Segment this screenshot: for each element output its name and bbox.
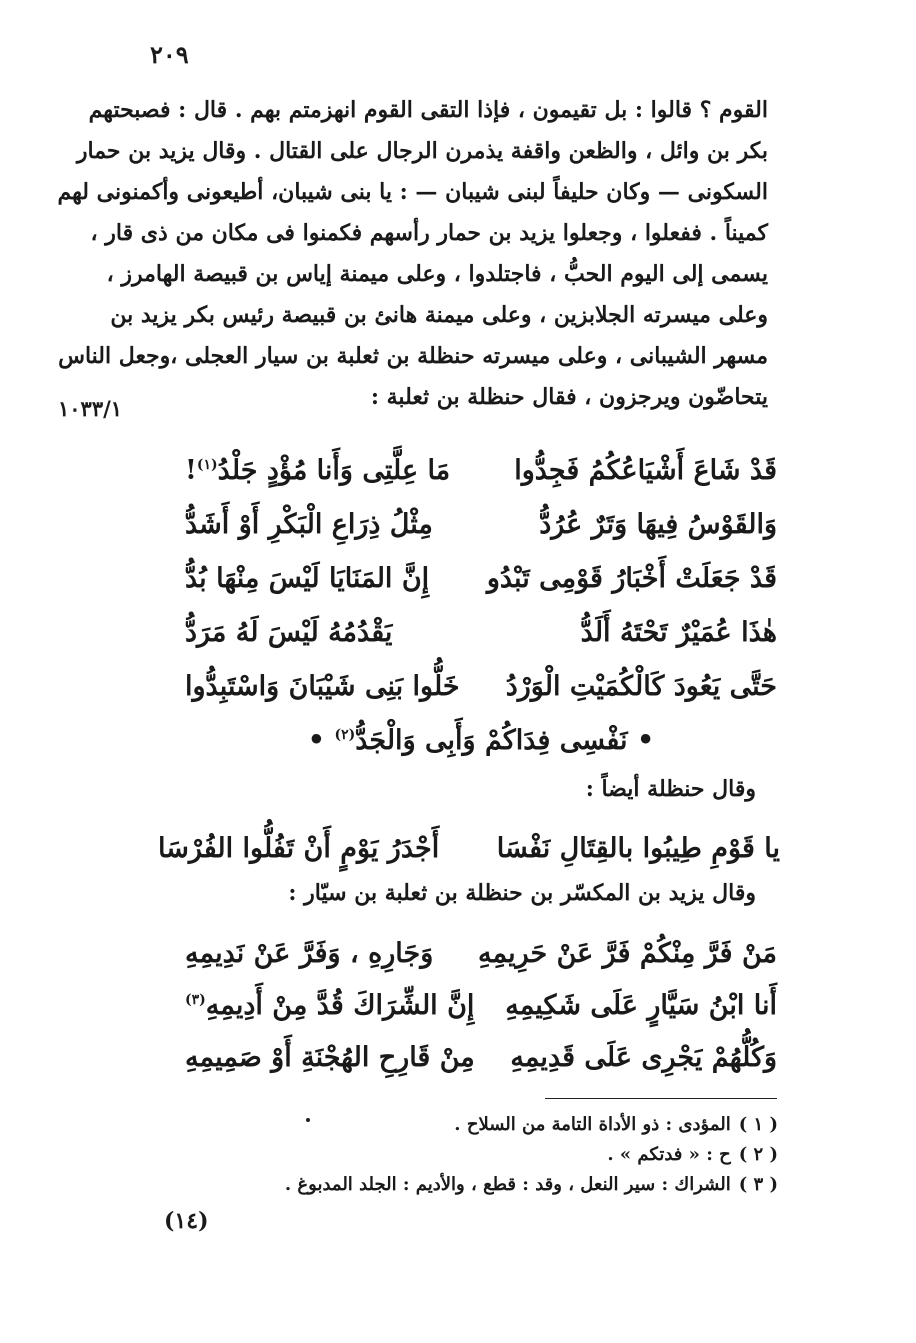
verse-intro: وقال يزيد بن المكسّر بن حنظلة بن ثعلبة بن سيّار : <box>288 880 756 906</box>
footnote <box>285 1110 778 1140</box>
footnote-number: ( ٢ ) <box>738 1144 778 1165</box>
footnote-marker[interactable]: (١) <box>196 457 218 473</box>
footnote-number: ( ١ ) <box>738 1114 778 1135</box>
prose-line: بكر بن وائل ، والظعن واقفة يذمرن الرجال على القتال . وقال يزيد بن حمار <box>76 138 768 164</box>
verse-first-hemistich: وَكُلُّهُمْ يَجْرِى عَلَى قَدِيمِهِ <box>510 1042 777 1073</box>
verse-first-hemistich: قَدْ شَاعَ أَشْيَاعُكُمُ فَجِدُّوا <box>514 455 777 486</box>
verse-second-hemistich: خَلُّوا بَنِى شَيْبَانَ وَاسْتَبِدُّوا <box>185 671 460 702</box>
verse-second-hemistich: إِنَّ المَنَايَا لَيْسَ مِنْهَا بُدُّ <box>185 563 430 594</box>
footnote <box>285 1140 778 1170</box>
verse-line <box>185 606 777 660</box>
prose-line: السكونى — وكان حليفاً لبنى شيبان — : يا بنى شيبان، أطيعونى وأكمنونى لهم <box>57 179 768 205</box>
footnote-number: ( ٣ ) <box>738 1174 778 1195</box>
verse-first-hemistich: مَنْ فَرَّ مِنْكُمْ فَرَّ عَنْ حَرِيمِهِ <box>478 938 777 969</box>
footnotes <box>285 1110 778 1200</box>
verse-first-hemistich: هٰذَا عُمَيْرٌ تَحْتَهُ أَلَدُّ <box>580 617 777 648</box>
verse-mark: ! <box>185 455 197 486</box>
verse-second-hemistich: مِثْلُ ذِرَاعِ الْبَكْرِ أَوْ أَشَدُّ <box>185 509 433 540</box>
prose-line: مسهر الشيبانى ، وعلى ميسرته حنظلة بن ثعلبة بن سيار العجلى ،وجعل الناس <box>58 343 768 369</box>
footnote-text: الشراك : سير النعل ، وقد : قطع ، والأديم : الجلد المدبوغ . <box>284 1174 731 1195</box>
verse-line <box>185 498 777 552</box>
verse-second-hemistich: يَقْدُمُهُ لَيْسَ لَهُ مَرَدُّ <box>185 617 393 648</box>
poem-hanzala-2 <box>158 822 780 876</box>
verse-first-hemistich: وَالقَوْسُ فِيهَا وَتَرٌ عُرُدُّ <box>539 509 777 540</box>
verse-line <box>185 660 777 714</box>
verse-first-hemistich: أَنا ابْنُ سَيَّارٍ عَلَى شَكِيمِهِ <box>505 990 777 1021</box>
footnote-text: المؤدى : ذو الأداة التامة من السلاح . <box>454 1114 731 1135</box>
prose-line: يسمى إلى اليوم الحبُّ ، فاجتلدوا ، وعلى ميمنة إياس بن قبيصة الهامرز ، <box>106 261 768 287</box>
verse-line <box>185 980 777 1032</box>
verse-second-hemistich: وَجَارِهِ ، وَفَرَّ عَنْ نَدِيمِهِ <box>185 938 434 969</box>
verse-line <box>185 552 777 606</box>
footnote-text: ح : « فدتكم » . <box>607 1144 731 1165</box>
verse-line <box>185 1032 777 1084</box>
verse-line <box>185 444 777 498</box>
footnote-marker[interactable]: (٣) <box>185 992 206 1008</box>
verse-first-hemistich: قَدْ جَعَلَتْ أَخْبَارُ قَوْمِى تَبْدُو <box>486 563 777 594</box>
prose-line: يتحاضّون ويرجزون ، فقال حنظلة بن ثعلبة : <box>370 384 768 410</box>
verse-second-hemistich: إِنَّ الشِّرَاكَ قُدَّ مِنْ أَدِيمِهِ$^{(٣)}$ <box>185 990 475 1021</box>
footnote-marker[interactable]: (٢) <box>334 727 356 743</box>
verse-second-hemistich: مِنْ قَارِحِ الهُجْنَةِ أَوْ صَمِيمِهِ <box>185 1042 475 1073</box>
sheet-number: (١٤) <box>164 1208 209 1234</box>
prose-line: القوم ؟ قالوا : بل تقيمون ، فإذا التقى القوم انهزمتم بهم . قال : فصبحتهم <box>88 97 768 123</box>
prose-line: وعلى ميسرته الجلابزين ، وعلى ميمنة هانئ بن قبيصة رئيس بكر يزيد بن <box>110 302 768 328</box>
verse-line <box>185 928 777 980</box>
prose-line: كميناً . ففعلوا ، وجعلوا يزيد بن حمار رأسهم فكمنوا فى مكان من ذى قار ، <box>90 220 768 246</box>
page-number: ٢٠٩ <box>150 40 189 69</box>
verse-single-line: • نَفْسِى فِدَاكُمْ وَأَبِى وَالْجَدُّ$^{(٢)}$ • <box>307 725 655 756</box>
margin-reference: ١٠٣٣/١ <box>58 396 123 421</box>
footnote-divider <box>545 1098 777 1099</box>
poem-hanzala-1 <box>185 444 777 768</box>
verse-second-hemistich: أَجْدَرُ يَوْمٍ أَنْ تَفُلُّوا الفُرْسَا <box>158 833 440 864</box>
footnote <box>285 1170 778 1200</box>
poem-yazid <box>185 928 777 1084</box>
verse-intro: وقال حنظلة أيضاً : <box>585 776 756 802</box>
verse-first-hemistich: يا قَوْمِ طِيبُوا بالقِتَالِ نَفْسَا <box>496 833 780 864</box>
verse-second-hemistich: مَا عِلَّتِى وَأَنا مُؤْدٍ جَلْدُ$^{(١)}$! <box>185 455 451 486</box>
verse-line <box>158 822 780 876</box>
verse-first-hemistich: حَتَّى يَعُودَ كَالْكُمَيْتِ الْوَرْدُ <box>505 671 777 702</box>
